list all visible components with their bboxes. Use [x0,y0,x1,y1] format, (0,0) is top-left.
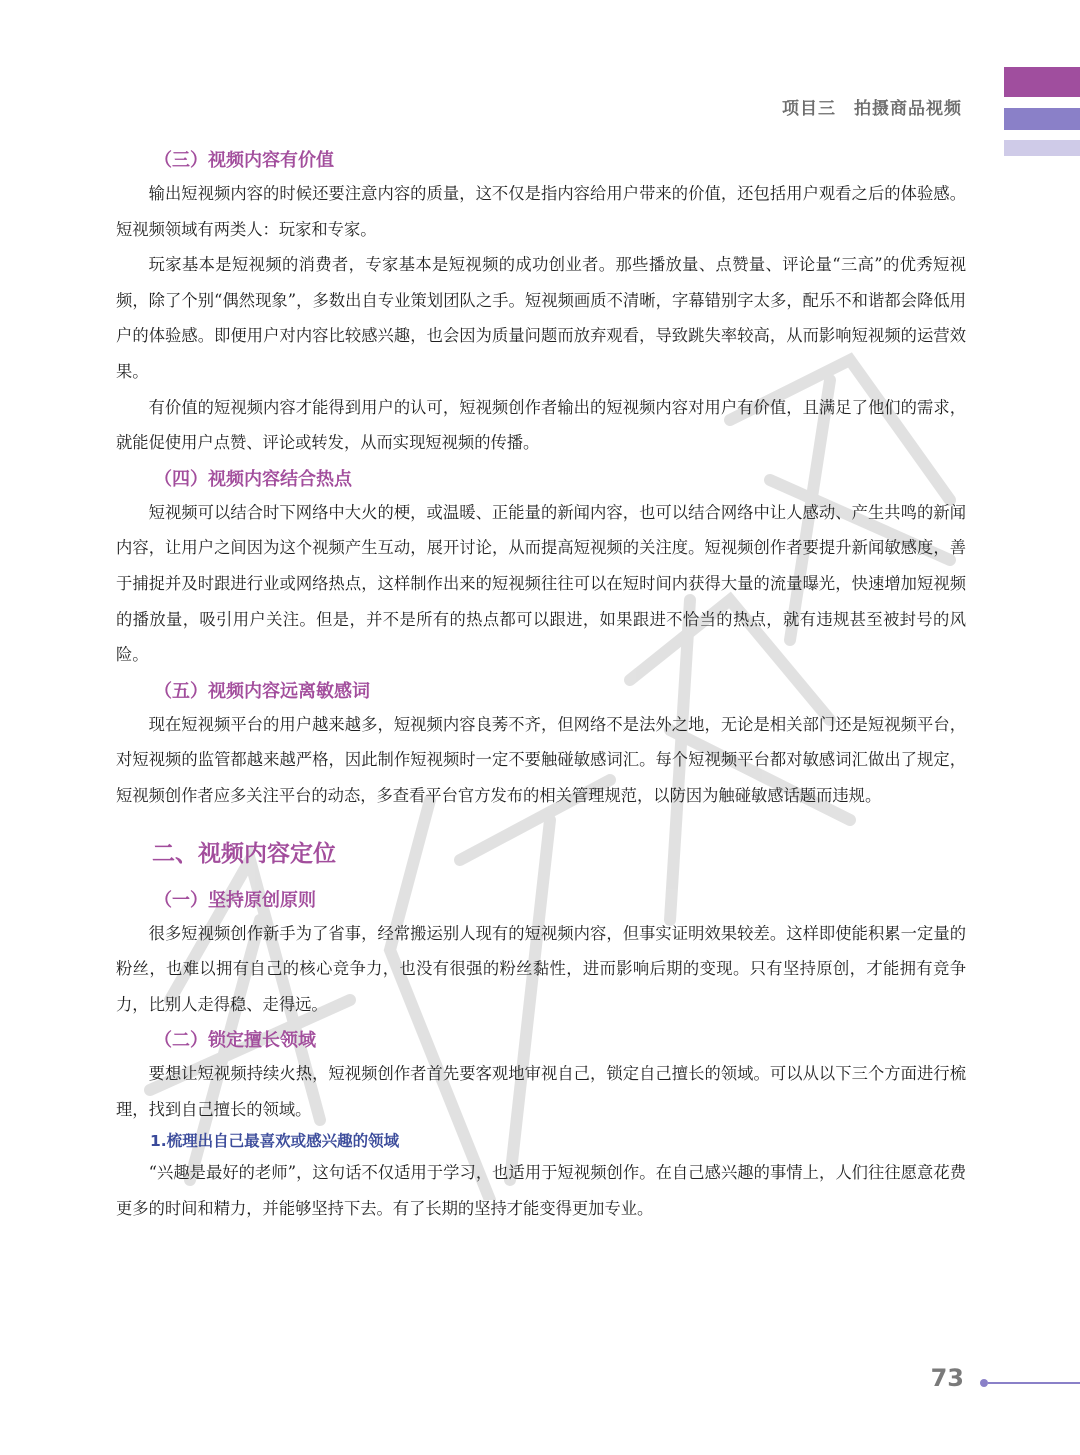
section-heading-4: （四）视频内容结合热点 [154,468,352,490]
page-number-line [988,1382,1080,1384]
section-heading-p2-1: （一）坚持原创原则 [154,889,316,911]
header-tab-light [1004,140,1080,156]
paragraph: 有价值的短视频内容才能得到用户的认可，短视频创作者输出的短视频内容对用户有价值，且满足了他们的需求，就能促使用户点赞、评论或转发，从而实现短视频的传播。 [116,397,966,453]
header-tab-dark [1004,67,1080,97]
paragraph: 现在短视频平台的用户越来越多，短视频内容良莠不齐，但网络不是法外之地，无论是相关部门还是短视频平台，对短视频的监管都越来越严格，因此制作短视频时一定不要触碰敏感词汇。每个短视频平台都对敏感词汇做出了规定，短视频创作者应多关注平台的动态，多查看平台官方发布的相关管理规范，以防因为触碰敏感话题而违规。 [116,714,966,805]
paragraph: 要想让短视频持续火热，短视频创作者首先要客观地审视自己，锁定自己擅长的领域。可以从以下三个方面进行梳理，找到自己擅长的领域。 [116,1064,966,1119]
paragraph: “兴趣是最好的老师”，这句话不仅适用于学习，也适用于短视频创作。在自己感兴趣的事情上，人们往往愿意花费更多的时间和精力，并能够坚持下去。有了长期的坚持才能变得更加专业。 [116,1163,966,1219]
running-header: 项目三 拍摄商品视频 [782,99,962,119]
paragraph: 输出短视频内容的时候还要注意内容的质量，这不仅是指内容给用户带来的价值，还包括用户观看之后的体验感。短视频领域有两类人：玩家和专家。 [116,184,966,239]
page-number-dot [980,1379,988,1387]
section-heading-5: （五）视频内容远离敏感词 [154,680,370,702]
paragraph: 很多短视频创作新手为了省事，经常搬运别人现有的短视频内容，但事实证明效果较差。这样即使能积累一定量的粉丝，也难以拥有自己的核心竞争力，也没有很强的粉丝黏性，进而影响后期的变现。只有坚持原创，才能拥有竞争力，比别人走得稳、走得远。 [116,923,966,1014]
sub-heading: 1.梳理出自己最喜欢或感兴趣的领域 [150,1132,400,1151]
section-heading-3: （三）视频内容有价值 [154,150,334,171]
page-body [116,146,966,1227]
chapter-heading: 二、视频内容定位 [152,840,336,867]
section-heading-p2-2: （二）锁定擅长领域 [154,1030,316,1052]
page-number: 73 [930,1364,964,1392]
paragraph: 玩家基本是短视频的消费者，专家基本是短视频的成功创业者。那些播放量、点赞量、评论量“三高”的优秀短视频，除了个别“偶然现象”，多数出自专业策划团队之手。短视频画质不清晰，字幕错别字太多，配乐不和谐都会降低用户的体验感。即便用户对内容比较感兴趣，也会因为质量问题而放弃观看，导致跳失率较高，从而影响短视频的运营效果。 [116,255,966,381]
paragraph: 短视频可以结合时下网络中大火的梗，或温暖、正能量的新闻内容，也可以结合网络中让人感动、产生共鸣的新闻内容，让用户之间因为这个视频产生互动，展开讨论，从而提高短视频的关注度。短视频创作者要提升新闻敏感度，善于捕捉并及时跟进行业或网络热点，这样制作出来的短视频往往可以在短时间内获得大量的流量曝光，快速增加短视频的播放量，吸引用户关注。但是，并不是所有的热点都可以跟进，如果跟进不恰当的热点，就有违规甚至被封号的风险。 [116,502,966,665]
header-tab-mid [1004,108,1080,130]
